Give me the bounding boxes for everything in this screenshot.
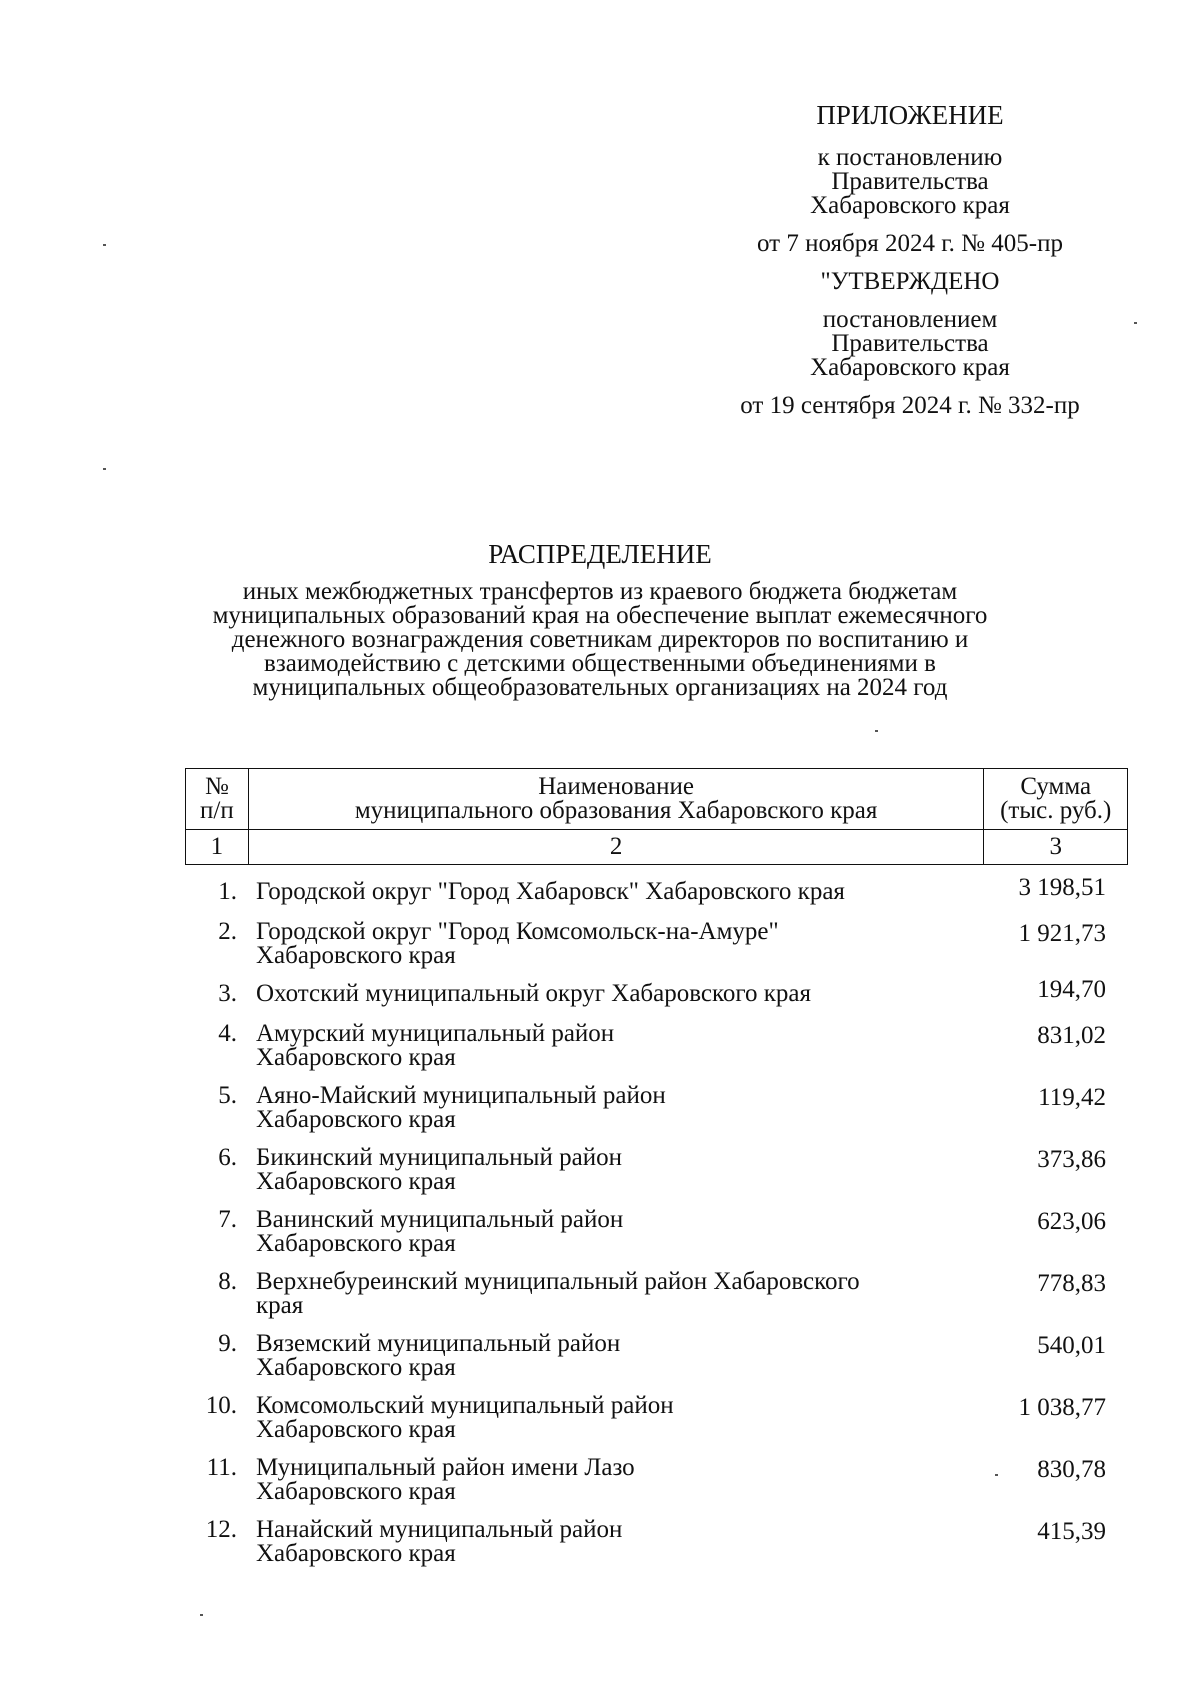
header-no [186, 769, 249, 830]
scan-speck [200, 1614, 203, 1616]
header-line: постановлением [822, 306, 998, 333]
row-number: 2. [218, 918, 237, 945]
table-row [185, 1204, 1128, 1256]
scan-speck [103, 244, 106, 246]
scan-speck [103, 468, 106, 470]
row-sum: 623,06 [1037, 1208, 1106, 1235]
row-name-line: Муниципальный район имени Лазо [256, 1454, 635, 1481]
subtitle-line: денежного вознаграждения советникам директоров по воспитанию и [231, 626, 969, 653]
row-number: 9. [218, 1330, 237, 1357]
table-row [185, 916, 1128, 968]
row-name-line: Амурский муниципальный район [256, 1020, 615, 1047]
scan-speck [995, 1474, 998, 1476]
table-row [185, 1452, 1128, 1504]
row-name-line: Верхнебуреинский муниципальный район Хабаровского [256, 1268, 860, 1295]
row-number: 11. [206, 1454, 237, 1481]
subtitle-line: иных межбюджетных трансфертов из краевого бюджета бюджетам [242, 578, 958, 605]
subtitle-line: муниципальных образований края на обеспечение выплат ежемесячного [212, 602, 988, 629]
header-line: Хабаровского края [810, 192, 1010, 219]
row-name-line: Вяземский муниципальный район [256, 1330, 621, 1357]
table-row [185, 1390, 1128, 1442]
appendix-header [700, 100, 1120, 418]
row-number: 8. [218, 1268, 237, 1295]
row-name-line: Хабаровского края [256, 1044, 456, 1071]
header-no-line: п/п [200, 797, 234, 824]
row-name [247, 978, 985, 1006]
column-number: 2 [248, 830, 984, 865]
row-name [247, 1018, 985, 1070]
scan-speck [1134, 322, 1137, 324]
header-line: Хабаровского края [810, 354, 1010, 381]
row-number: 7. [218, 1206, 237, 1233]
table-row [185, 1018, 1128, 1070]
scan-speck [875, 730, 878, 732]
row-name-line: Хабаровского края [256, 1168, 456, 1195]
row-name [247, 1514, 985, 1566]
row-name-line: Хабаровского края [256, 1230, 456, 1257]
row-name [247, 1452, 985, 1504]
row-name-line: Хабаровского края [256, 1416, 456, 1443]
table-row [185, 1514, 1128, 1566]
subtitle-line: взаимодействию с детскими общественными объединениями в [264, 650, 936, 677]
row-number: 1. [218, 878, 237, 905]
row-name-line: Хабаровского края [256, 1478, 456, 1505]
row-name-line: Нанайский муниципальный район [256, 1516, 623, 1543]
table-row [185, 1142, 1128, 1194]
row-name [247, 916, 985, 968]
row-name-line: края [256, 1292, 304, 1319]
header-name [248, 769, 984, 830]
header-sum [984, 769, 1128, 830]
row-name [247, 1204, 985, 1256]
table-row [185, 1080, 1128, 1132]
row-number: 10. [205, 1392, 237, 1419]
table-row [185, 978, 1128, 1006]
row-sum: 194,70 [1037, 976, 1106, 1003]
table-row [185, 876, 1128, 904]
row-sum: 373,86 [1037, 1146, 1106, 1173]
row-number: 3. [218, 980, 237, 1007]
header-date: от 7 ноября 2024 г. № 405-пр [757, 230, 1063, 257]
column-number: 3 [984, 830, 1128, 865]
row-name-line: Хабаровского края [256, 1354, 456, 1381]
row-name [247, 876, 985, 904]
row-name [247, 1142, 985, 1194]
column-number: 1 [186, 830, 249, 865]
row-sum: 119,42 [1038, 1084, 1106, 1111]
approved-label: "УТВЕРЖДЕНО [820, 268, 1000, 295]
header-sum-line: Сумма [1020, 773, 1092, 800]
row-sum: 3 198,51 [1018, 874, 1106, 901]
row-name [247, 1080, 985, 1132]
header-sum-line: (тыс. руб.) [1000, 797, 1112, 824]
header-name-line: Наименование [538, 773, 694, 800]
row-number: 4. [218, 1020, 237, 1047]
subtitle-line: муниципальных общеобразовательных организациях на 2024 год [252, 674, 948, 701]
row-name-line: Городской округ "Город Хабаровск" Хабаровского края [256, 878, 845, 905]
row-name-line: Хабаровского края [256, 1106, 456, 1133]
row-sum: 830,78 [1037, 1456, 1106, 1483]
appendix-title: ПРИЛОЖЕНИЕ [816, 100, 1004, 130]
table-body [185, 876, 1128, 1576]
table-column-numbers [186, 830, 1128, 865]
row-name-line: Хабаровского края [256, 942, 456, 969]
document-subtitle [150, 580, 1050, 700]
header-no-line: № [204, 773, 229, 800]
header-line: Правительства [831, 330, 989, 357]
row-sum: 540,01 [1037, 1332, 1106, 1359]
row-name-line: Хабаровского края [256, 1540, 456, 1567]
row-sum: 831,02 [1037, 1022, 1106, 1049]
table-header [185, 768, 1128, 865]
row-name-line: Городской округ "Город Комсомольск-на-Амуре" [256, 918, 779, 945]
table-row [185, 1328, 1128, 1380]
table-row [185, 1266, 1128, 1318]
table-header-row [186, 769, 1128, 830]
row-number: 5. [218, 1082, 237, 1109]
row-sum: 1 038,77 [1018, 1394, 1106, 1421]
row-sum: 415,39 [1037, 1518, 1106, 1545]
row-name-line: Бикинский муниципальный район [256, 1144, 622, 1171]
header-line: к постановлению [817, 144, 1003, 171]
row-name [247, 1328, 985, 1380]
row-number: 12. [205, 1516, 237, 1543]
row-sum: 1 921,73 [1018, 920, 1106, 947]
row-name [247, 1390, 985, 1442]
row-sum: 778,83 [1037, 1270, 1106, 1297]
row-name-line: Аяно-Майский муниципальный район [256, 1082, 666, 1109]
document-title: РАСПРЕДЕЛЕНИЕ [488, 539, 712, 569]
header-name-line: муниципального образования Хабаровского края [354, 797, 878, 824]
row-number: 6. [218, 1144, 237, 1171]
header-line: Правительства [831, 168, 989, 195]
row-name-line: Комсомольский муниципальный район [256, 1392, 674, 1419]
row-name-line: Охотский муниципальный округ Хабаровского края [256, 980, 812, 1007]
row-name-line: Ванинский муниципальный район [256, 1206, 624, 1233]
header-date: от 19 сентября 2024 г. № 332-пр [740, 392, 1080, 419]
row-name [247, 1266, 985, 1318]
